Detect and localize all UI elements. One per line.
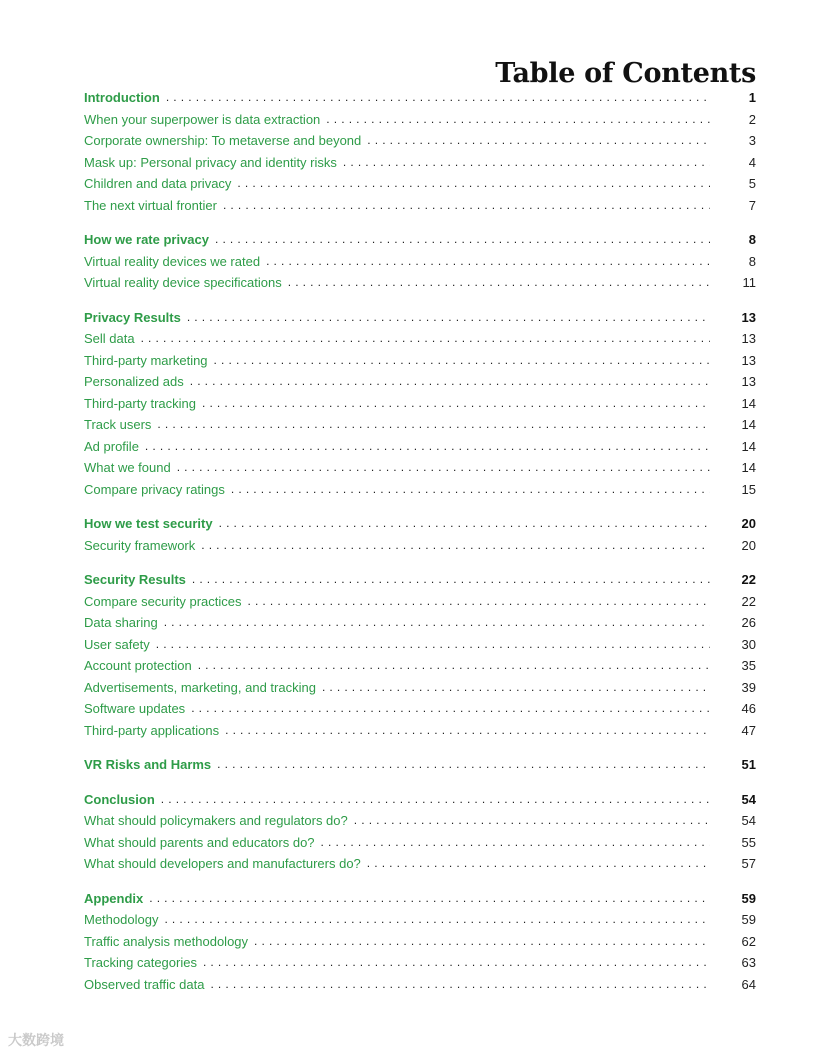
toc-entry[interactable] <box>84 680 756 702</box>
toc-entry-label[interactable]: Observed traffic data <box>84 976 205 992</box>
toc-entry[interactable] <box>84 912 756 934</box>
dot-leader <box>248 594 711 608</box>
toc-entry-label[interactable]: How we test security <box>84 516 213 531</box>
toc-page-number: 55 <box>741 834 756 850</box>
toc-section <box>84 232 756 297</box>
dot-leader <box>177 460 710 474</box>
toc-section <box>84 516 756 559</box>
toc-entry[interactable] <box>84 658 756 680</box>
toc-entry[interactable] <box>84 353 756 375</box>
toc-entry[interactable] <box>84 176 756 198</box>
toc-page-number: 3 <box>748 133 756 148</box>
toc-entry-label[interactable]: Third-party marketing <box>84 352 208 368</box>
toc-entry-label[interactable]: VR Risks and Harms <box>84 757 212 772</box>
toc-entry[interactable] <box>84 417 756 439</box>
toc-page-number: 4 <box>748 154 756 170</box>
toc-section-heading[interactable] <box>84 90 756 112</box>
toc-entry-label[interactable]: Software updates <box>84 701 186 716</box>
toc-entry-label[interactable]: Sell data <box>84 331 135 346</box>
toc-entry[interactable] <box>84 856 756 878</box>
toc-section <box>84 891 756 999</box>
toc-entry[interactable] <box>84 275 756 297</box>
toc-page-number: 14 <box>741 438 756 454</box>
toc-entry-label[interactable]: Children and data privacy <box>84 176 232 191</box>
toc-page-number: 47 <box>741 722 756 738</box>
toc-entry-label[interactable]: Mask up: Personal privacy and identity risks <box>84 154 337 170</box>
dot-leader <box>198 658 710 672</box>
toc-entry-label[interactable]: What we found <box>84 460 171 475</box>
dot-leader <box>254 934 710 948</box>
toc-entry-label[interactable]: Compare security practices <box>84 593 242 609</box>
dot-leader <box>157 417 710 431</box>
dot-leader <box>214 353 710 367</box>
toc-entry[interactable] <box>84 112 756 134</box>
toc-page-number: 59 <box>741 890 756 906</box>
toc-entry-label[interactable]: Virtual reality device specifications <box>84 275 282 290</box>
toc-section <box>84 572 756 744</box>
toc-entry-label[interactable]: Appendix <box>84 890 144 906</box>
toc-entry-label[interactable]: What should policymakers and regulators do? <box>84 813 348 828</box>
dot-leader <box>217 757 710 771</box>
toc-page-number: 13 <box>741 309 756 325</box>
toc-entry-label[interactable]: Ad profile <box>84 438 139 454</box>
toc-section <box>84 757 756 779</box>
toc-entry[interactable] <box>84 723 756 745</box>
dot-leader <box>326 112 710 126</box>
dot-leader <box>187 310 710 324</box>
toc-page-number: 46 <box>741 701 756 716</box>
toc-page-number: 11 <box>742 275 756 290</box>
toc-page-number: 20 <box>741 516 756 531</box>
toc-entry-label[interactable]: User safety <box>84 636 150 652</box>
toc-section <box>84 90 756 219</box>
toc-section-heading[interactable] <box>84 232 756 254</box>
toc-entry[interactable] <box>84 155 756 177</box>
dot-leader <box>166 90 710 104</box>
toc-entry[interactable] <box>84 254 756 276</box>
toc-entry[interactable] <box>84 701 756 723</box>
toc-entry-label[interactable]: Security framework <box>84 537 196 553</box>
dot-leader <box>231 482 710 496</box>
dot-leader <box>210 977 710 991</box>
toc-entry-label[interactable]: Conclusion <box>84 791 155 807</box>
watermark: 大数跨境 <box>8 1032 64 1048</box>
toc-entry-label[interactable]: Personalized ads <box>84 374 184 389</box>
dot-leader <box>202 396 710 410</box>
toc-entry-label[interactable]: What should developers and manufacturers do? <box>84 856 361 871</box>
dot-leader <box>191 701 710 715</box>
dot-leader <box>343 155 710 169</box>
toc-entry[interactable] <box>84 594 756 616</box>
toc-entry-label[interactable]: Track users <box>84 417 152 432</box>
toc-section-heading[interactable] <box>84 891 756 913</box>
dot-leader <box>223 198 710 212</box>
toc-page-number: 1 <box>748 90 756 105</box>
toc-section-heading[interactable] <box>84 572 756 594</box>
toc-section-heading[interactable] <box>84 516 756 538</box>
toc-page-number: 35 <box>741 658 756 673</box>
toc-entry-label[interactable]: Third-party applications <box>84 722 220 738</box>
toc-entry[interactable] <box>84 439 756 461</box>
dot-leader <box>192 572 710 586</box>
toc-page-number: 8 <box>748 253 756 269</box>
dot-leader <box>190 374 710 388</box>
dot-leader <box>288 275 710 289</box>
toc-entry[interactable] <box>84 482 756 504</box>
toc-entry-label[interactable]: Privacy Results <box>84 309 181 325</box>
toc-section-heading[interactable] <box>84 310 756 332</box>
toc-page-number: 22 <box>741 593 756 609</box>
toc-entry[interactable] <box>84 955 756 977</box>
toc-entry[interactable] <box>84 198 756 220</box>
toc-page-number: 15 <box>741 481 756 497</box>
toc-page-number: 13 <box>741 331 756 346</box>
toc-section-heading[interactable] <box>84 792 756 814</box>
dot-leader <box>322 680 710 694</box>
toc-entry-label[interactable]: When your superpower is data extraction <box>84 111 321 127</box>
toc-entry-label[interactable]: Introduction <box>84 90 160 105</box>
dot-leader <box>215 232 710 246</box>
dot-leader <box>266 254 710 268</box>
toc-page-number: 64 <box>741 976 756 992</box>
toc-entry-label[interactable]: Compare privacy ratings <box>84 481 225 497</box>
dot-leader <box>149 891 710 905</box>
toc-entry[interactable] <box>84 396 756 418</box>
dot-leader <box>219 516 710 530</box>
toc-entry[interactable] <box>84 813 756 835</box>
toc-entry-label[interactable]: Account protection <box>84 658 192 673</box>
dot-leader <box>156 637 710 651</box>
toc-page-number: 14 <box>741 460 756 475</box>
toc-entry-label[interactable]: Methodology <box>84 912 159 927</box>
toc-page-number: 39 <box>741 679 756 695</box>
toc-entry[interactable] <box>84 934 756 956</box>
dot-leader <box>141 331 710 345</box>
toc-entry-label[interactable]: How we rate privacy <box>84 232 209 247</box>
toc-entry[interactable] <box>84 637 756 659</box>
toc-page-number: 20 <box>741 537 756 553</box>
dot-leader <box>203 955 710 969</box>
toc-entry-label[interactable]: What should parents and educators do? <box>84 834 315 850</box>
toc-page-number: 57 <box>741 856 756 871</box>
toc-entry-label[interactable]: Traffic analysis methodology <box>84 933 249 949</box>
toc-section <box>84 792 756 878</box>
toc-entry-label[interactable]: Corporate ownership: To metaverse and beyond <box>84 133 362 148</box>
toc-entry-label[interactable]: The next virtual frontier <box>84 197 217 213</box>
toc-page-number: 8 <box>748 232 756 247</box>
toc-section-heading[interactable] <box>84 757 756 779</box>
toc-page-number: 13 <box>741 352 756 368</box>
toc-entry-label[interactable]: Tracking categories <box>84 955 197 970</box>
toc-page-number: 13 <box>741 374 756 389</box>
toc-entry[interactable] <box>84 374 756 396</box>
toc-page-number: 14 <box>741 395 756 411</box>
toc-page-number: 7 <box>748 197 756 213</box>
toc-page-number: 14 <box>741 417 756 432</box>
toc-entry[interactable] <box>84 331 756 353</box>
toc-entry-label[interactable]: Data sharing <box>84 615 158 630</box>
toc-entry[interactable] <box>84 133 756 155</box>
dot-leader <box>367 856 710 870</box>
toc-page-number: 51 <box>741 757 756 772</box>
toc-entry[interactable] <box>84 615 756 637</box>
toc-entry-label[interactable]: Third-party tracking <box>84 395 196 411</box>
toc-page-number: 62 <box>741 933 756 949</box>
dot-leader <box>201 538 710 552</box>
toc-page-number: 26 <box>741 615 756 630</box>
toc-page-number: 2 <box>748 111 756 127</box>
toc-entry[interactable] <box>84 835 756 857</box>
toc-page-number: 54 <box>741 791 756 807</box>
dot-leader <box>145 439 710 453</box>
toc-page-number: 22 <box>741 572 756 587</box>
dot-leader <box>225 723 710 737</box>
toc-entry[interactable] <box>84 460 756 482</box>
table-of-contents <box>84 90 756 1011</box>
toc-page-number: 59 <box>741 912 756 927</box>
toc-entry[interactable] <box>84 538 756 560</box>
dot-leader <box>237 176 710 190</box>
toc-entry-label[interactable]: Advertisements, marketing, and tracking <box>84 679 316 695</box>
toc-page-number: 5 <box>748 176 756 191</box>
page-title: Table of Contents <box>495 58 756 90</box>
dot-leader <box>164 912 710 926</box>
dot-leader <box>161 792 710 806</box>
toc-page-number: 54 <box>741 813 756 828</box>
dot-leader <box>354 813 710 827</box>
dot-leader <box>367 133 710 147</box>
toc-entry-label[interactable]: Virtual reality devices we rated <box>84 253 261 269</box>
toc-page-number: 63 <box>741 955 756 970</box>
toc-entry[interactable] <box>84 977 756 999</box>
dot-leader <box>321 835 710 849</box>
toc-entry-label[interactable]: Security Results <box>84 572 186 587</box>
toc-section <box>84 310 756 504</box>
dot-leader <box>164 615 710 629</box>
toc-page-number: 30 <box>741 636 756 652</box>
